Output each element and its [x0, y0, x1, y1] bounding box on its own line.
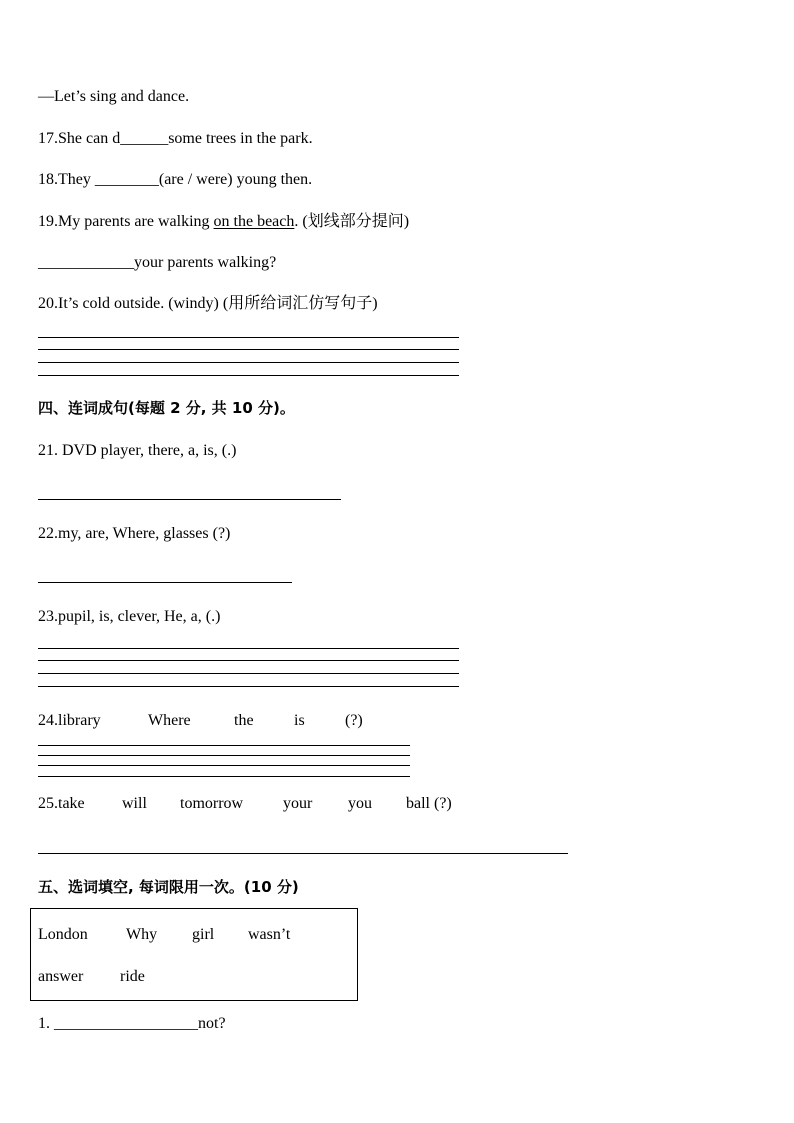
- question-25-word: ball (?): [406, 795, 452, 812]
- question-25-word: tomorrow: [180, 795, 244, 812]
- word-bank-item: Why: [126, 926, 158, 943]
- question-19-underlined: on the beach: [213, 213, 295, 230]
- word-bank-item: ride: [120, 968, 145, 985]
- answer-line[interactable]: [38, 755, 410, 756]
- question-25-word: you: [348, 795, 372, 812]
- answer-line[interactable]: [38, 362, 459, 363]
- answer-blank[interactable]: __________________: [54, 1015, 198, 1032]
- question-19: [38, 212, 409, 232]
- word-bank-item: answer: [38, 968, 84, 985]
- question-18: 18.They ________(are / were) young then.: [38, 171, 313, 188]
- word-bank-box: [30, 908, 358, 1001]
- question-24-word: is: [294, 712, 305, 729]
- question-19-answer: ____________your parents walking?: [38, 254, 277, 271]
- answer-line[interactable]: [38, 776, 410, 777]
- answer-line[interactable]: [38, 648, 459, 649]
- question-21: 21. DVD player, there, a, is, (.): [38, 442, 237, 459]
- answer-line[interactable]: [38, 660, 459, 661]
- question-25-word: your: [283, 795, 313, 812]
- answer-line[interactable]: [38, 765, 410, 766]
- answer-line[interactable]: [38, 582, 292, 583]
- answer-line[interactable]: [38, 673, 459, 674]
- question-22: 22.my, are, Where, glasses (?): [38, 525, 231, 542]
- word-bank-item: girl: [192, 926, 215, 943]
- question-24-word: 24.library: [38, 712, 101, 729]
- section-5-heading: 五、选词填空, 每词限用一次。(10 分): [38, 878, 299, 896]
- question-17: 17.She can d______some trees in the park.: [38, 130, 313, 147]
- question-24-word: the: [234, 712, 254, 729]
- answer-line[interactable]: [38, 349, 459, 350]
- question-number: 1.: [38, 1015, 54, 1032]
- question-24-word: Where: [148, 712, 191, 729]
- question-19-instruction: . (划线部分提问): [294, 213, 410, 230]
- word-bank-item: wasn’t: [248, 926, 291, 943]
- answer-line[interactable]: [38, 337, 459, 338]
- answer-line[interactable]: [38, 686, 459, 687]
- question-25-word: 25.take: [38, 795, 85, 812]
- question-20: 20.It’s cold outside. (windy) (用所给词汇仿写句子): [38, 295, 378, 312]
- question-23: 23.pupil, is, clever, He, a, (.): [38, 608, 221, 625]
- question-25-word: will: [122, 795, 147, 812]
- section-5-question-1: [38, 1014, 226, 1034]
- answer-line[interactable]: [38, 499, 341, 500]
- section-4-heading: 四、连词成句(每题 2 分, 共 10 分)。: [38, 399, 295, 417]
- question-24-word: (?): [345, 712, 363, 729]
- dialogue-line: —Let’s sing and dance.: [38, 88, 190, 105]
- answer-line[interactable]: [38, 853, 568, 854]
- question-tail: not?: [198, 1015, 226, 1032]
- answer-line[interactable]: [38, 745, 410, 746]
- question-19-text: 19.My parents are walking: [38, 213, 214, 230]
- word-bank-item: London: [38, 926, 88, 943]
- answer-line[interactable]: [38, 375, 459, 376]
